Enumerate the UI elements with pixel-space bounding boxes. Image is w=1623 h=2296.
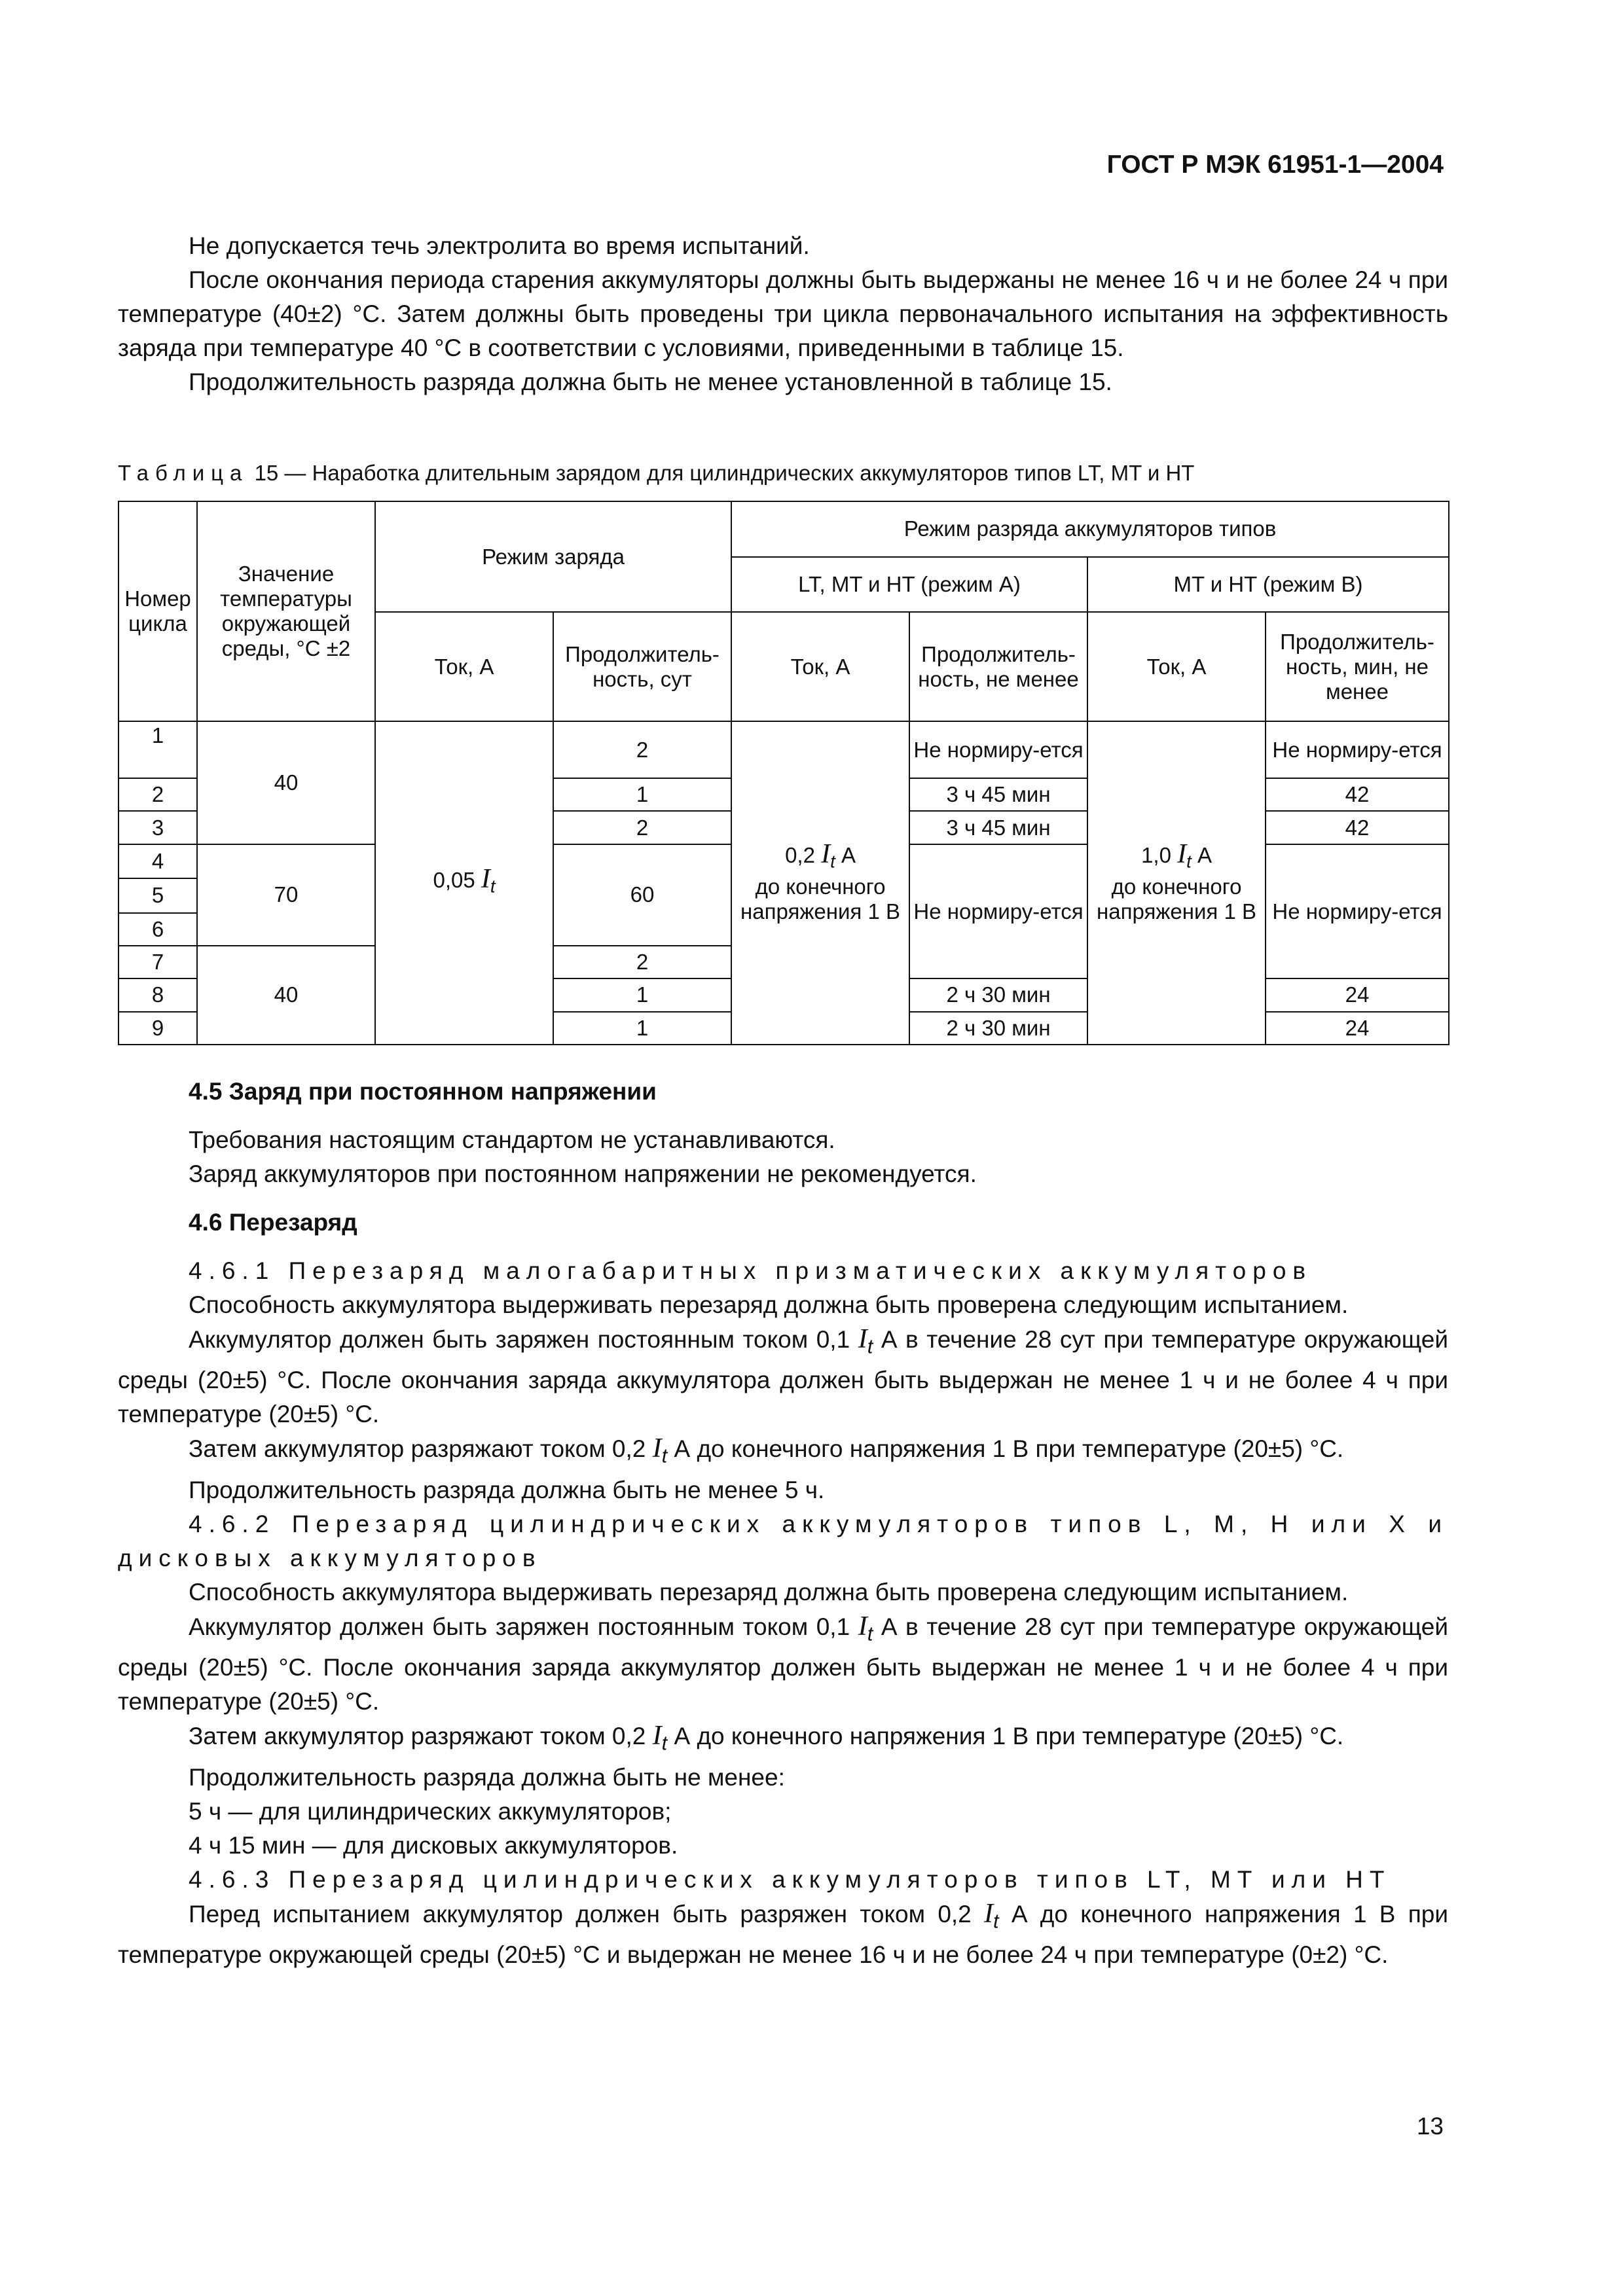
charge-current-cell: 0,05 $I_t$ <box>375 721 553 1045</box>
charge-days-cell: 1 <box>553 778 731 811</box>
subsection-title: 4.6.3 Перезаряд цилиндрических аккумуляторов типов LT, MT или HT <box>189 1865 1391 1893</box>
section-title: 4.6 Перезаряд <box>189 1209 357 1236</box>
cycle-cell: 2 <box>119 778 197 811</box>
paragraph: Способность аккумулятора выдерживать перезаряд должна быть проверена следующим испытанием. <box>189 1291 1349 1318</box>
subsection-title: 4.6.1 Перезаряд малогабаритных призматических аккумуляторов <box>189 1257 1313 1284</box>
header-a-duration: Продолжитель-ность, не менее <box>909 612 1087 721</box>
paragraph: Затем аккумулятор разряжают током 0,2 $I_t$ А до конечного напряжения 1 В при температуре (20±5) °С. <box>189 1721 1344 1755</box>
header-temperature: Значение температуры окружающей среды, °С ±2 <box>197 501 375 721</box>
header-charge-duration: Продолжитель-ность, сут <box>553 612 731 721</box>
paragraph: Затем аккумулятор разряжают током 0,2 $I_t$ А до конечного напряжения 1 В при температуре (20±5) °С. <box>189 1433 1344 1467</box>
subsection-title: 4.6.2 Перезаряд цилиндрических аккумуляторов типов L, M, H или X и дисковых аккумуляторов <box>118 1510 1448 1571</box>
header-b-duration: Продолжитель-ность, мин, не менее <box>1266 612 1449 721</box>
paragraph: Заряд аккумуляторов при постоянном напряжении не рекомендуется. <box>189 1160 977 1187</box>
duration-a-cell: Не нормиру-ется <box>909 721 1087 778</box>
cycle-cell: 3 <box>119 811 197 844</box>
temp-cell: 40 <box>197 721 375 844</box>
header-mode-b: MT и HT (режим В) <box>1087 557 1449 613</box>
caption-prefix: Таблица <box>118 461 249 485</box>
header-cycle: Номер цикла <box>119 501 197 721</box>
document-code: ГОСТ Р МЭК 61951-1—2004 <box>1106 151 1444 179</box>
caption-text: 15 — Наработка длительным зарядом для цилиндрических аккумуляторов типов LT, MT и HT <box>254 461 1195 485</box>
header-discharge-mode: Режим разряда аккумуляторов типов <box>731 501 1449 557</box>
charge-days-cell: 1 <box>553 1012 731 1045</box>
header-a-current: Ток, А <box>731 612 909 721</box>
page-number: 13 <box>1416 2113 1444 2140</box>
header-charge-current: Ток, А <box>375 612 553 721</box>
charge-days-cell: 2 <box>553 946 731 978</box>
paragraph: Продолжительность разряда должна быть не менее 5 ч. <box>189 1476 825 1503</box>
table-caption <box>118 461 1194 486</box>
duration-a-cell: 2 ч 30 мин <box>909 1012 1087 1045</box>
cycle-cell: 4 <box>119 844 197 878</box>
duration-b-cell: 42 <box>1266 778 1449 811</box>
paragraph: Требования настоящим стандартом не устанавливаются. <box>189 1126 835 1153</box>
charge-days-cell: 60 <box>553 844 731 946</box>
cycle-cell: 7 <box>119 946 197 978</box>
duration-a-cell: 3 ч 45 мин <box>909 811 1087 844</box>
paragraph: Не допускается течь электролита во время испытаний. <box>189 232 810 259</box>
header-mode-a: LT, MT и HT (режим А) <box>731 557 1087 613</box>
duration-a-cell: 2 ч 30 мин <box>909 978 1087 1011</box>
duration-a-cell: 3 ч 45 мин <box>909 778 1087 811</box>
charge-days-cell: 2 <box>553 721 731 778</box>
table-15 <box>118 501 1448 1045</box>
cycle-cell: 8 <box>119 978 197 1011</box>
charge-days-cell: 1 <box>553 978 731 1011</box>
duration-b-cell: 24 <box>1266 1012 1449 1045</box>
duration-a-cell: Не нормиру-ется <box>909 844 1087 978</box>
cycle-cell: 5 <box>119 878 197 912</box>
temp-cell: 70 <box>197 844 375 946</box>
header-b-current: Ток, А <box>1087 612 1266 721</box>
paragraph: Перед испытанием аккумулятор должен быть разряжен током 0,2 $I_t$ А до конечного напряжения 1 В при температуре окружающей среды (20±5) °С и выдержан не менее 16 ч и не более 24 ч при температуре (0±2) °С. <box>118 1898 1449 1968</box>
temp-cell: 40 <box>197 946 375 1045</box>
paragraph: После окончания периода старения аккумуляторы должны быть выдержаны не менее 16 ч и не более 24 ч при температуре (40±2) °С. Затем должны быть проведены три цикла первоначального испытания на эффективность заряда при температуре 40 °С в соответствии с условиями, приведенными в таблице 15. <box>118 266 1448 361</box>
section-4-5 <box>118 1075 1448 1972</box>
cycle-cell: 9 <box>119 1012 197 1045</box>
duration-b-cell: Не нормиру-ется <box>1266 721 1449 778</box>
duration-b-cell: Не нормиру-ется <box>1266 844 1449 978</box>
cycle-cell: 6 <box>119 913 197 946</box>
duration-b-cell: 24 <box>1266 978 1449 1011</box>
section-title: 4.5 Заряд при постоянном напряжении <box>189 1078 657 1105</box>
cycle-cell: 1 <box>119 721 197 778</box>
paragraph: 5 ч — для цилиндрических аккумуляторов; <box>189 1797 672 1825</box>
discharge-b-current-cell: 1,0 $I_t$ А до конечного напряжения 1 В <box>1087 721 1266 1045</box>
duration-b-cell: 42 <box>1266 811 1449 844</box>
intro-text <box>118 229 1448 399</box>
charge-days-cell: 2 <box>553 811 731 844</box>
paragraph: Способность аккумулятора выдерживать перезаряд должна быть проверена следующим испытанием. <box>189 1578 1349 1605</box>
paragraph: Аккумулятор должен быть заряжен постоянным током 0,1 $I_t$ А в течение 28 сут при температуре окружающей среды (20±5) °С. После окончания заряда аккумулятор должен быть выдержан не менее 1 ч и не более 4 ч при температуре (20±5) °С. <box>118 1611 1449 1715</box>
paragraph: 4 ч 15 мин — для дисковых аккумуляторов. <box>189 1831 678 1859</box>
paragraph: Продолжительность разряда должна быть не менее установленной в таблице 15. <box>189 368 1112 395</box>
header-charge-mode: Режим заряда <box>375 501 731 612</box>
paragraph: Продолжительность разряда должна быть не менее: <box>189 1763 785 1791</box>
paragraph: Аккумулятор должен быть заряжен постоянным током 0,1 $I_t$ А в течение 28 сут при температуре окружающей среды (20±5) °С. После окончания заряда аккумулятора должен быть выдержан не менее 1 ч и не более 4 ч при температуре (20±5) °С. <box>118 1324 1449 1428</box>
discharge-a-current-cell: 0,2 $I_t$ А до конечного напряжения 1 В <box>731 721 909 1045</box>
